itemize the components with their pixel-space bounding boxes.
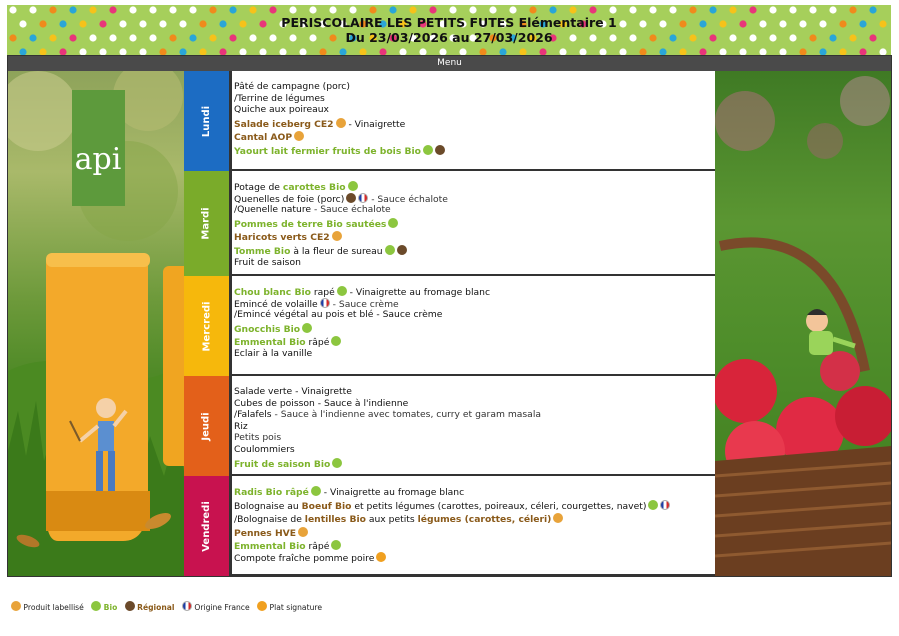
france-flag-icon: [358, 193, 368, 203]
legend-regional: Régional: [137, 603, 175, 612]
legend-signature: Plat signature: [269, 603, 323, 612]
france-flag-icon: [660, 500, 670, 510]
menu-line: [234, 193, 713, 205]
day-label-mercredi: Mercredi: [184, 276, 229, 376]
menu-text: /Emincé végétal au pois et blé - Sauce crème: [234, 309, 443, 321]
france-flag-icon: [182, 601, 192, 611]
menu-line: [234, 444, 713, 456]
bio-icon: [91, 601, 101, 611]
title-line-1: PERISCOLAIRE LES PETITS FUTES Elémentaire 1: [281, 15, 617, 30]
menu-line: [234, 298, 713, 310]
menu-text: râpé: [305, 541, 330, 553]
menu-line: [234, 323, 713, 335]
menu-text: Emmental Bio: [234, 337, 306, 349]
menu-text: carottes Bio: [282, 182, 346, 193]
menu-line: [234, 181, 713, 193]
menu-line: [234, 421, 713, 433]
menu-text: rapé: [310, 287, 335, 298]
regional-icon: [397, 245, 407, 255]
menu-text: Quenelles de foie (porc): [234, 193, 345, 205]
menu-text: Pommes de terre Bio sautées: [234, 218, 387, 230]
menu-line: [234, 336, 713, 348]
menu-text: Potage de: [234, 182, 283, 193]
signature-dish-icon: [257, 601, 267, 611]
menu-text: Bolognaise au: [234, 500, 302, 512]
menu-text: Salade verte - Vinaigrette: [234, 386, 352, 397]
menu-line: [234, 386, 713, 398]
menu-text: Quiche aux poireaux: [234, 104, 329, 116]
labelled-product-icon: [294, 131, 304, 141]
menu-text: Cubes de poisson - Sauce à l'indienne: [234, 397, 409, 409]
bio-icon: [331, 336, 341, 346]
menu-text: râpé: [305, 337, 330, 349]
menu-line: [234, 257, 713, 269]
day-menu-lundi: [231, 71, 715, 171]
title-line-2: Du 23/03/2026 au 27/03/2026: [345, 30, 553, 45]
menu-text: Pâté de campagne (porc): [234, 81, 350, 92]
bio-icon: [423, 145, 433, 155]
menu-line: [234, 540, 713, 552]
api-logo: [72, 90, 125, 206]
menu-text: Haricots verts CE2: [234, 232, 330, 244]
regional-icon: [346, 193, 356, 203]
page-title: [7, 15, 891, 45]
menu-line: [234, 500, 713, 512]
menu-line: [234, 118, 713, 130]
menu-text: Fruit de saison Bio: [234, 458, 331, 470]
boots-photo: [8, 71, 184, 576]
header-banner: [7, 5, 891, 55]
menu-line: [234, 552, 713, 564]
menu-text: - Vinaigrette au fromage blanc: [320, 487, 465, 498]
bio-icon: [388, 218, 398, 228]
menu-text: - Sauce crème: [329, 298, 399, 310]
menu-text: Pennes HVE: [234, 527, 297, 539]
menu-text: Yaourt lait fermier fruits de bois Bio: [234, 145, 421, 157]
labelled-product-icon: [553, 513, 563, 523]
legend: [9, 601, 325, 612]
top-bar-left: [8, 56, 184, 71]
menu-text: Chou blanc Bio: [234, 287, 311, 298]
menu-line: [234, 486, 713, 498]
bio-icon: [648, 500, 658, 510]
menu-text: à la fleur de sureau: [290, 245, 383, 257]
menu-text: Compote fraîche pomme poire: [234, 552, 375, 564]
menu-text: /Bolognaise de: [234, 514, 305, 526]
legend-labelled: Produit labellisé: [23, 603, 84, 612]
menu-line: [234, 104, 713, 116]
top-bar-right: [715, 56, 891, 71]
menu-line: [234, 348, 713, 360]
labelled-product-icon: [336, 118, 346, 128]
labelled-product-icon: [298, 527, 308, 537]
menu-text: /Terrine de légumes: [234, 92, 325, 104]
day-menu-jeudi: [231, 376, 715, 476]
legend-bio: Bio: [103, 603, 118, 612]
menu-text: - Sauce échalote: [311, 204, 391, 216]
menu-text: légumes (carottes, céleri): [417, 514, 552, 526]
bio-icon: [331, 540, 341, 550]
bio-icon: [302, 323, 312, 333]
menu-line: [234, 286, 713, 298]
menu-line: [234, 245, 713, 257]
france-flag-icon: [320, 298, 330, 308]
menu-text: Salade iceberg CE2: [234, 118, 334, 130]
menu-text: Fruit de saison: [234, 256, 301, 268]
menu-line: [234, 432, 713, 444]
day-menu-vendredi: [231, 476, 715, 576]
menu-line: [234, 81, 713, 93]
day-menu-mercredi: [231, 276, 715, 376]
menu-line: [234, 527, 713, 539]
menu-text: Emmental Bio: [234, 541, 306, 553]
menu-text: Coulommiers: [234, 443, 295, 455]
day-menu-mardi: [231, 171, 715, 276]
menu-line: [234, 145, 713, 157]
menu-line: [234, 458, 713, 470]
menu-text: Emincé de volaille: [234, 298, 318, 310]
menu-text: Radis Bio râpé: [234, 487, 309, 498]
menu-line: [234, 131, 713, 143]
menu-line: [234, 309, 713, 321]
regional-icon: [125, 601, 135, 611]
menu-text: Tomme Bio: [234, 245, 291, 257]
menu-line: [234, 398, 713, 410]
menu-line: [234, 231, 713, 243]
menu-line: [234, 204, 713, 216]
menu-text: /Falafels: [234, 409, 272, 421]
menu-text: Riz: [234, 420, 248, 432]
menu-text: /Quenelle nature: [234, 204, 312, 216]
day-label-mardi: Mardi: [184, 171, 229, 276]
labelled-product-icon: [11, 601, 21, 611]
signature-dish-icon: [376, 552, 386, 562]
day-label-jeudi: Jeudi: [184, 376, 229, 476]
menu-text: - Sauce à l'indienne avec tomates, curry et garam masala: [271, 409, 541, 421]
bio-icon: [332, 458, 342, 468]
menu-text: Boeuf Bio: [301, 500, 352, 512]
menu-text: - Sauce échalote: [368, 193, 448, 205]
labelled-product-icon: [332, 231, 342, 241]
regional-icon: [435, 145, 445, 155]
day-label-vendredi: Vendredi: [184, 476, 229, 576]
menu-text: Gnocchis Bio: [234, 323, 301, 335]
menu-text: aux petits: [365, 514, 418, 526]
bio-icon: [385, 245, 395, 255]
menu-text: Eclair à la vanille: [234, 347, 313, 359]
apple-basket-photo: [715, 71, 891, 576]
bio-icon: [348, 181, 358, 191]
menu-text: - Vinaigrette au fromage blanc: [346, 287, 491, 298]
menu-text: Cantal AOP: [234, 132, 293, 144]
menu-text: Petits pois: [234, 432, 282, 444]
menu-text: et petits légumes (carottes, poireaux, céleri, courgettes, navet): [351, 500, 647, 512]
bio-icon: [337, 286, 347, 296]
menu-line: [234, 218, 713, 230]
menu-line: [234, 93, 713, 105]
menu-text: - Vinaigrette: [345, 118, 406, 130]
bio-icon: [311, 486, 321, 496]
menu-text: lentilles Bio: [304, 514, 366, 526]
legend-origin-france: Origine France: [194, 603, 250, 612]
menu-line: [234, 409, 713, 421]
day-label-lundi: Lundi: [184, 71, 229, 171]
menu-line: [234, 513, 713, 525]
svg-text:api: api: [74, 142, 122, 177]
menu-header: Menu: [184, 56, 715, 71]
